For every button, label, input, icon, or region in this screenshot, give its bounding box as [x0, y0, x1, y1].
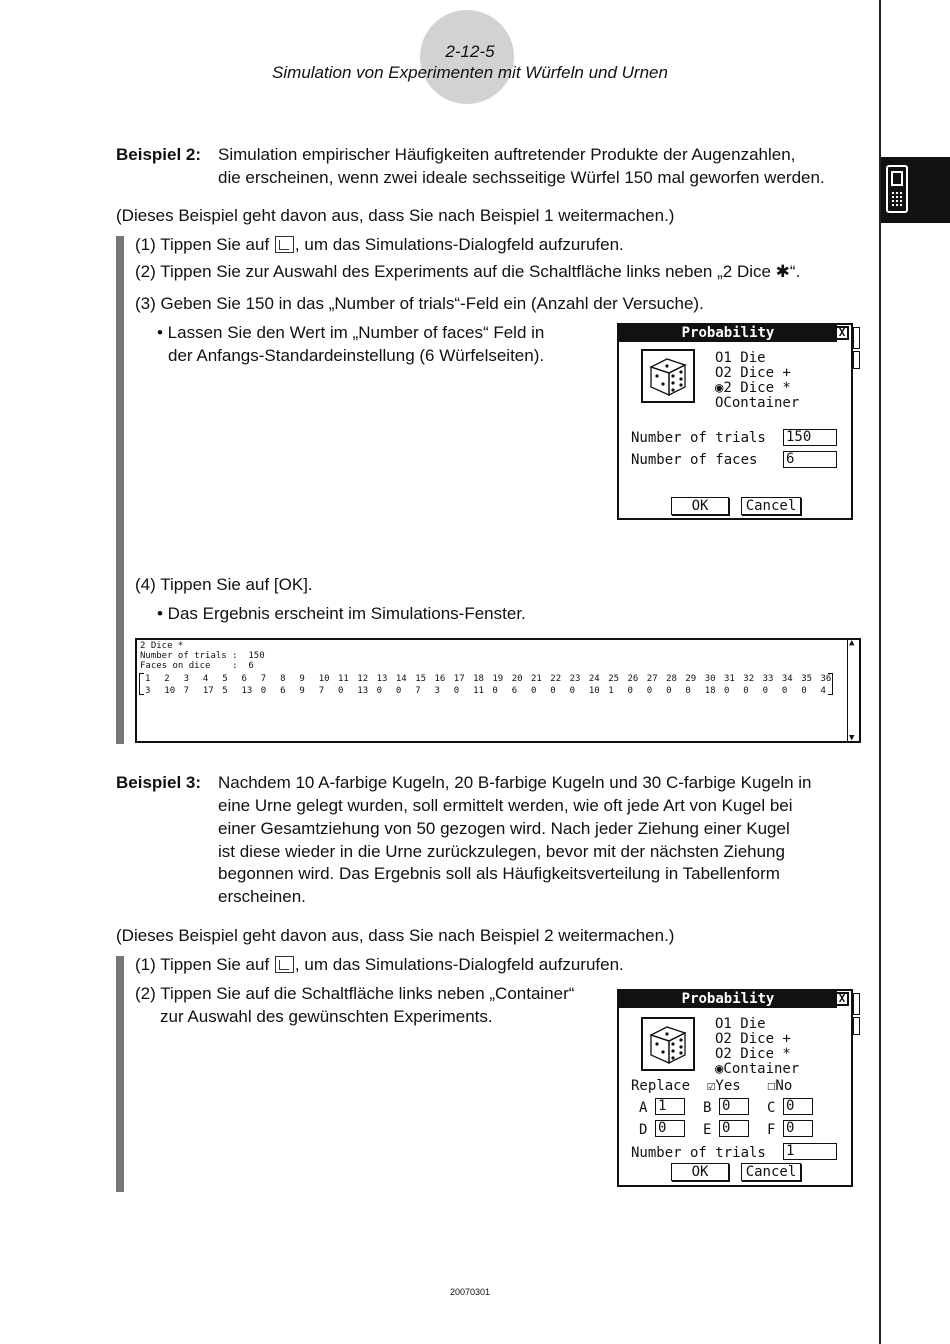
example2-bullet1-2: der Anfangs-Standardeinstellung (6 Würfelseiten). — [168, 346, 545, 365]
result-line-1: 2 Dice * — [140, 641, 184, 651]
label-c: C — [767, 1100, 776, 1116]
count-cell: 0 — [743, 686, 749, 696]
count-cell: 0 — [338, 686, 344, 696]
product-cell: 17 — [453, 674, 465, 684]
product-cell: 25 — [608, 674, 620, 684]
input-c[interactable]: 0 — [783, 1098, 813, 1115]
product-cell: 15 — [415, 674, 427, 684]
dialog-title: Probability — [619, 991, 837, 1008]
input-b[interactable]: 0 — [719, 1098, 749, 1115]
product-cell: 19 — [492, 674, 504, 684]
product-cell: 2 — [164, 674, 170, 684]
product-cell: 22 — [550, 674, 562, 684]
count-cell: 0 — [550, 686, 556, 696]
footer-code: 20070301 — [449, 1287, 491, 1297]
product-cell: 21 — [531, 674, 542, 684]
example3-step2-2: zur Auswahl des gewünschten Experiments. — [160, 1007, 493, 1026]
product-cell: 16 — [434, 674, 446, 684]
trials-label: Number of trials — [631, 430, 766, 446]
option-2-dice-times[interactable]: O2 Dice * — [715, 1046, 791, 1062]
cancel-button[interactable]: Cancel — [741, 497, 801, 515]
label-a: A — [639, 1100, 648, 1116]
example2-label: Beispiel 2: — [116, 145, 202, 164]
example2-step1: (1) Tippen Sie auf , um das Simulations-Dialogfeld aufzurufen. — [135, 235, 624, 254]
example3-line-1: Nachdem 10 A-farbige Kugeln, 20 B-farbige Kugeln und 30 C-farbige Kugeln in — [218, 773, 812, 792]
count-cell: 0 — [646, 686, 653, 696]
trials-label: Number of trials — [631, 1145, 766, 1161]
example3-step2-1: (2) Tippen Sie auf die Schaltfläche links neben „Container“ — [135, 984, 575, 1003]
count-cell: 0 — [395, 686, 402, 696]
steps-bar-2 — [116, 956, 124, 1192]
label-f: F — [767, 1122, 776, 1138]
option-2-dice-plus[interactable]: O2 Dice + — [715, 365, 791, 381]
input-a[interactable]: 1 — [655, 1098, 685, 1115]
count-cell: 10 — [164, 686, 176, 696]
option-container[interactable]: ◉Container — [715, 1061, 800, 1077]
ok-button[interactable]: OK — [671, 1163, 729, 1181]
example2-step4: (4) Tippen Sie auf [OK]. — [135, 575, 313, 594]
scrollbar-segment[interactable] — [853, 1017, 860, 1035]
product-cell: 30 — [704, 674, 716, 684]
count-cell: 5 — [222, 686, 228, 696]
product-cell: 34 — [781, 674, 793, 684]
example3-line-5: begonnen wird. Das Ergebnis soll als Häufigkeitsverteilung in Tabellenform — [218, 864, 780, 883]
probability-dialog — [617, 323, 853, 520]
example2-note: (Dieses Beispiel geht davon aus, dass Sie nach Beispiel 1 weitermachen.) — [116, 206, 675, 225]
input-e[interactable]: 0 — [719, 1120, 749, 1137]
trials-input[interactable]: 150 — [783, 429, 837, 446]
product-cell: 33 — [762, 674, 774, 684]
matrix-bracket-left — [139, 673, 144, 695]
count-cell: 4 — [820, 686, 826, 696]
example3-step1: (1) Tippen Sie auf , um das Simulations-Dialogfeld aufzurufen. — [135, 955, 624, 974]
count-cell: 0 — [781, 686, 788, 696]
product-cell: 36 — [820, 674, 832, 684]
product-cell: 31 — [724, 674, 735, 684]
count-cell: 7 — [318, 686, 325, 696]
scrollbar-segment[interactable] — [853, 351, 860, 369]
example2-desc-1: Simulation empirischer Häufigkeiten auftretender Produkte der Augenzahlen, — [218, 145, 796, 164]
count-cell: 11 — [473, 686, 484, 696]
label-d: D — [639, 1122, 648, 1138]
product-cell: 32 — [743, 674, 755, 684]
probability-dialog-container — [617, 989, 853, 1187]
product-cell: 7 — [260, 674, 267, 684]
product-cell: 4 — [202, 674, 209, 684]
count-cell: 0 — [569, 686, 576, 696]
product-cell: 5 — [222, 674, 228, 684]
product-cell: 3 — [183, 674, 190, 684]
page-title: Simulation von Experimenten mit Würfeln und Urnen — [272, 63, 668, 82]
product-cell: 10 — [318, 674, 330, 684]
close-icon[interactable]: X — [835, 992, 849, 1006]
count-cell: 0 — [492, 686, 498, 696]
scrollbar[interactable] — [853, 327, 860, 349]
example3-note: (Dieses Beispiel geht davon aus, dass Sie nach Beispiel 2 weitermachen.) — [116, 926, 675, 945]
product-cell: 12 — [357, 674, 369, 684]
example3-line-3: einer Gesamtziehung von 50 gezogen wird. Nach jeder Ziehung einer Kugel — [218, 819, 790, 838]
count-cell: 6 — [280, 686, 286, 696]
edit-icon — [275, 236, 294, 253]
count-cell: 0 — [627, 686, 633, 696]
count-cell: 0 — [801, 686, 807, 696]
count-cell: 7 — [183, 686, 190, 696]
input-f[interactable]: 0 — [783, 1120, 813, 1137]
result-line-3: Faces on dice : 6 — [140, 661, 254, 671]
cancel-button[interactable]: Cancel — [741, 1163, 801, 1181]
ok-button[interactable]: OK — [671, 497, 729, 515]
example3-label: Beispiel 3: — [116, 773, 202, 792]
count-cell: 3 — [434, 686, 440, 696]
faces-label: Number of faces — [631, 452, 758, 468]
count-cell: 13 — [357, 686, 369, 696]
count-cell: 0 — [685, 686, 691, 696]
count-cell: 0 — [453, 686, 460, 696]
replace-yes-checkbox[interactable]: ☑Yes — [707, 1078, 741, 1094]
count-cell: 17 — [202, 686, 214, 696]
example2-bullet1-1: • Lassen Sie den Wert im „Number of faces“ Feld in — [157, 323, 545, 342]
example2-step2: (2) Tippen Sie zur Auswahl des Experiments auf die Schaltfläche links neben „2 Dice ✱“. — [135, 262, 801, 281]
product-cell: 20 — [511, 674, 523, 684]
calculator-icon — [886, 165, 908, 213]
edit-icon — [275, 956, 294, 973]
simulation-result-window — [135, 638, 861, 743]
product-cell: 18 — [473, 674, 484, 684]
count-cell: 0 — [762, 686, 769, 696]
product-cell: 24 — [588, 674, 600, 684]
count-cell: 10 — [588, 686, 600, 696]
die-icon — [641, 349, 695, 403]
scrollbar[interactable] — [853, 993, 860, 1015]
example3-line-6: erscheinen. — [218, 887, 306, 906]
product-cell: 11 — [338, 674, 349, 684]
product-cell: 6 — [241, 674, 247, 684]
example3-line-2: eine Urne gelegt wurden, soll ermittelt werden, wie oft jede Art von Kugel bei — [218, 796, 793, 815]
product-cell: 23 — [569, 674, 581, 684]
product-cell: 26 — [627, 674, 639, 684]
count-cell: 1 — [608, 686, 614, 696]
input-d[interactable]: 0 — [655, 1120, 685, 1137]
product-cell: 28 — [666, 674, 677, 684]
option-1-die[interactable]: O1 Die — [715, 350, 766, 366]
trials-input[interactable]: 1 — [783, 1143, 837, 1160]
count-cell: 18 — [704, 686, 716, 696]
label-b: B — [703, 1100, 712, 1116]
example2-step3: (3) Geben Sie 150 in das „Number of trials“-Feld ein (Anzahl der Versuche). — [135, 294, 704, 313]
count-cell: 0 — [724, 686, 730, 696]
product-cell: 1 — [145, 674, 151, 684]
replace-no-checkbox[interactable]: ☐No — [767, 1078, 793, 1094]
option-2-dice-times[interactable]: ◉2 Dice * — [715, 380, 791, 396]
count-cell: 9 — [299, 686, 305, 696]
result-line-2: Number of trials : 150 — [140, 651, 265, 661]
close-icon[interactable]: X — [835, 326, 849, 340]
product-cell: 35 — [801, 674, 813, 684]
option-container[interactable]: OContainer — [715, 395, 800, 411]
steps-bar — [116, 236, 124, 744]
option-2-dice-plus[interactable]: O2 Dice + — [715, 1031, 791, 1047]
faces-input[interactable]: 6 — [783, 451, 837, 468]
count-cell: 6 — [511, 686, 518, 696]
result-scrollbar[interactable] — [847, 640, 859, 741]
product-cell: 27 — [646, 674, 658, 684]
count-cell: 7 — [415, 686, 421, 696]
replace-label: Replace — [631, 1078, 691, 1094]
count-cell: 0 — [376, 686, 383, 696]
product-cell: 8 — [280, 674, 286, 684]
dialog-title: Probability — [619, 325, 837, 342]
example2-desc-2: die erscheinen, wenn zwei ideale sechsseitige Würfel 150 mal geworfen werden. — [218, 168, 825, 187]
example2-bullet2: • Das Ergebnis erscheint im Simulations-Fenster. — [157, 604, 526, 623]
die-icon — [641, 1017, 695, 1071]
page-number: 2-12-5 — [445, 42, 495, 61]
option-1-die[interactable]: O1 Die — [715, 1016, 766, 1032]
product-cell: 14 — [395, 674, 407, 684]
product-cell: 9 — [299, 674, 305, 684]
count-cell: 0 — [666, 686, 672, 696]
label-e: E — [703, 1122, 712, 1138]
count-cell: 13 — [241, 686, 253, 696]
count-cell: 0 — [531, 686, 537, 696]
example3-line-4: ist diese wieder in die Urne zurückzulegen, bevor mit der nächsten Ziehung — [218, 842, 785, 861]
count-cell: 0 — [260, 686, 267, 696]
product-cell: 29 — [685, 674, 697, 684]
count-cell: 3 — [145, 686, 151, 696]
product-cell: 13 — [376, 674, 388, 684]
